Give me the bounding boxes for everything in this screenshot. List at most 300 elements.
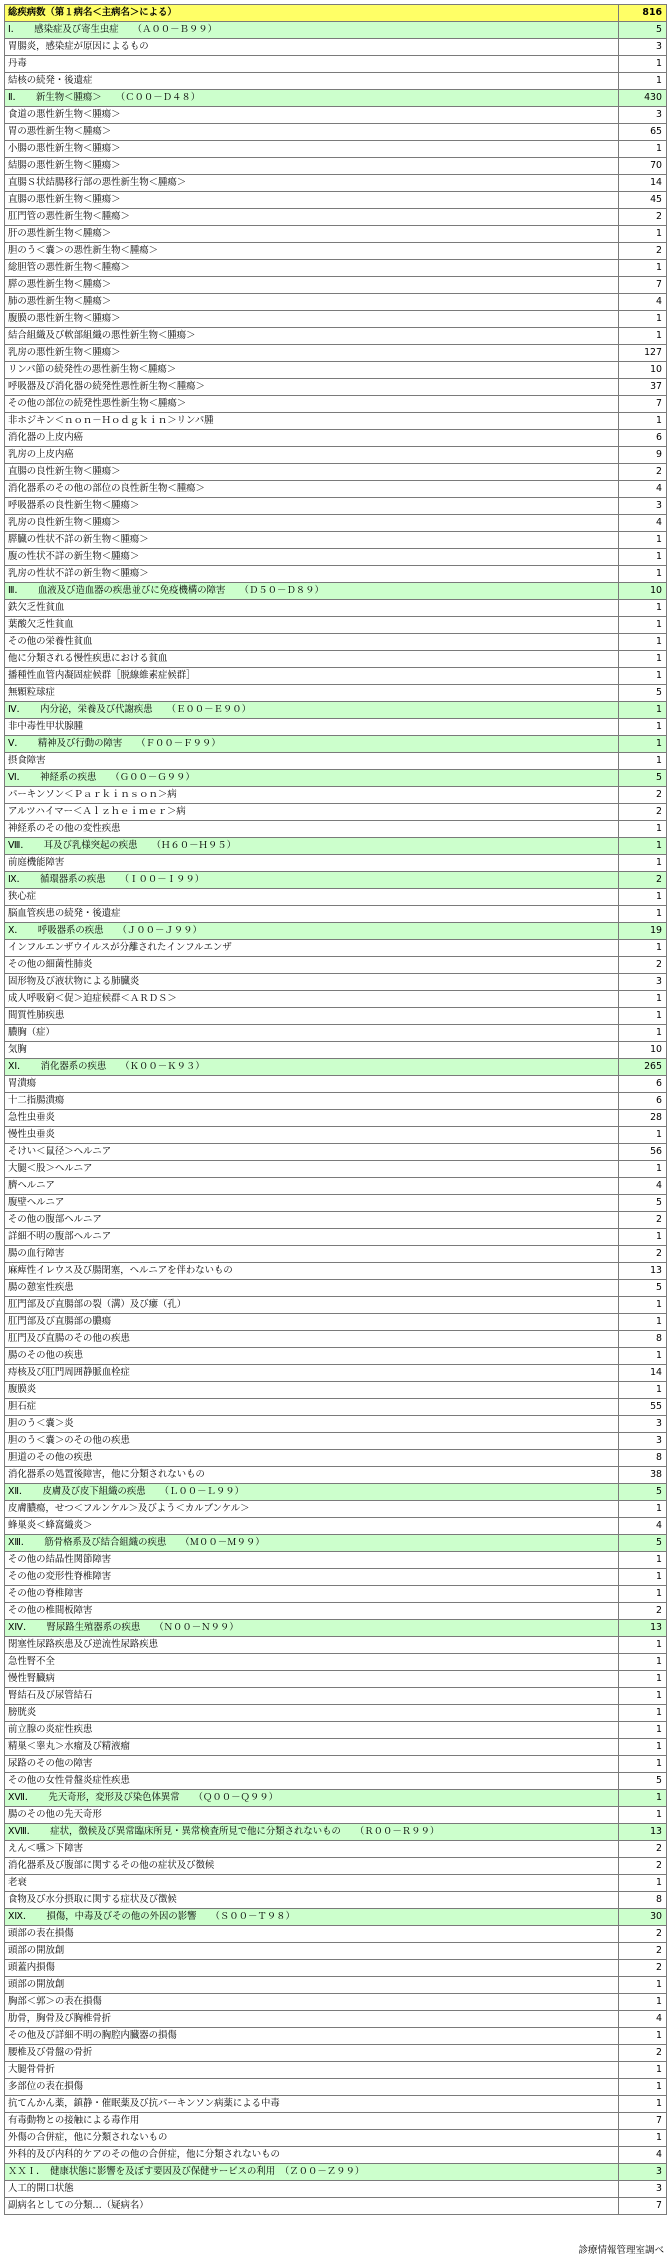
chapter-row (5, 702, 667, 719)
disease-label: その他の栄養性貧血 (5, 634, 619, 651)
table-row (5, 1875, 667, 1892)
table-row (5, 39, 667, 56)
table-row (5, 1586, 667, 1603)
table-row (5, 362, 667, 379)
case-count: 816 (619, 5, 667, 22)
table-row (5, 328, 667, 345)
chapter-row (5, 583, 667, 600)
total-row (5, 5, 667, 22)
table-row (5, 600, 667, 617)
case-count: 1 (619, 838, 667, 855)
case-count: 1 (619, 1025, 667, 1042)
statistics-sheet (4, 4, 666, 2215)
disease-label: 非ホジキン＜ｎｏｎ－Ｈｏｄｇｋｉｎ＞リンパ腫 (5, 413, 619, 430)
case-count: 4 (619, 481, 667, 498)
chapter-row (5, 1824, 667, 1841)
case-count: 1 (619, 1977, 667, 1994)
table-row (5, 277, 667, 294)
case-count: 4 (619, 1518, 667, 1535)
case-count: 55 (619, 1399, 667, 1416)
disease-label: 胃腸炎，感染症が原因によるもの (5, 39, 619, 56)
case-count: 1 (619, 906, 667, 923)
table-row (5, 1365, 667, 1382)
table-row (5, 124, 667, 141)
table-row (5, 498, 667, 515)
case-count: 9 (619, 447, 667, 464)
chapter-row (5, 1620, 667, 1637)
case-count: 1 (619, 1722, 667, 1739)
table-row (5, 209, 667, 226)
table-row (5, 991, 667, 1008)
case-count: 7 (619, 2198, 667, 2215)
table-row (5, 243, 667, 260)
table-row (5, 260, 667, 277)
case-count: 10 (619, 1042, 667, 1059)
case-count: 3 (619, 107, 667, 124)
table-row (5, 413, 667, 430)
case-count: 3 (619, 1416, 667, 1433)
case-count: 14 (619, 175, 667, 192)
table-row (5, 430, 667, 447)
case-count: 1 (619, 1008, 667, 1025)
case-count: 2 (619, 243, 667, 260)
case-count: 1 (619, 328, 667, 345)
disease-label: 胆石症 (5, 1399, 619, 1416)
disease-label: 気胸 (5, 1042, 619, 1059)
disease-label: 胆道のその他の疾患 (5, 1450, 619, 1467)
case-count: 1 (619, 141, 667, 158)
chapter-row (5, 90, 667, 107)
case-count: 2 (619, 209, 667, 226)
disease-label: ⅩⅡ． 皮膚及び皮下組織の疾患 （Ｌ００－Ｌ９９） (5, 1484, 619, 1501)
disease-label: 膵の悪性新生物＜腫瘍＞ (5, 277, 619, 294)
disease-label: 非中毒性甲状腺腫 (5, 719, 619, 736)
table-row (5, 464, 667, 481)
disease-label: 乳房の性状不詳の新生物＜腫瘍＞ (5, 566, 619, 583)
table-row (5, 1399, 667, 1416)
case-count: 1 (619, 1297, 667, 1314)
disease-label: 消化器の上皮内癌 (5, 430, 619, 447)
disease-label: Ⅸ． 循環器系の疾患 （Ｉ００－Ｉ９９） (5, 872, 619, 889)
table-row (5, 1841, 667, 1858)
case-count: 127 (619, 345, 667, 362)
disease-label: 腸の憩室性疾患 (5, 1280, 619, 1297)
disease-label: パーキンソン＜Ｐａｒｋｉｎｓｏｎ＞病 (5, 787, 619, 804)
case-count: 1 (619, 413, 667, 430)
table-row (5, 1501, 667, 1518)
table-row (5, 1603, 667, 1620)
table-row (5, 192, 667, 209)
case-count: 3 (619, 2164, 667, 2181)
table-row (5, 1926, 667, 1943)
disease-label: 頭蓋内損傷 (5, 1960, 619, 1977)
chapter-row (5, 770, 667, 787)
case-count: 2 (619, 1960, 667, 1977)
case-count: 3 (619, 1433, 667, 1450)
case-count: 4 (619, 2011, 667, 2028)
table-row (5, 1127, 667, 1144)
table-row (5, 379, 667, 396)
disease-label: 丹毒 (5, 56, 619, 73)
table-row (5, 1722, 667, 1739)
disease-label: その他の細菌性肺炎 (5, 957, 619, 974)
disease-label: 副病名としての分類…（疑病名） (5, 2198, 619, 2215)
disease-label: 乳房の上皮内癌 (5, 447, 619, 464)
case-count: 38 (619, 1467, 667, 1484)
chapter-row (5, 22, 667, 39)
table-row (5, 141, 667, 158)
table-row (5, 1382, 667, 1399)
disease-label: 胸部＜郭＞の表在損傷 (5, 1994, 619, 2011)
case-count: 1 (619, 1739, 667, 1756)
disease-label: 外科的及び内科的ケアのその他の合併症，他に分類されないもの (5, 2147, 619, 2164)
case-count: 1 (619, 1705, 667, 1722)
disease-label: その他の腹部ヘルニア (5, 1212, 619, 1229)
table-row (5, 634, 667, 651)
case-count: 1 (619, 1756, 667, 1773)
disease-label: 直腸Ｓ状結腸移行部の悪性新生物＜腫瘍＞ (5, 175, 619, 192)
disease-label: ⅩⅧ． 症状，徴候及び異常臨床所見・異常検査所見で他に分類されないもの （Ｒ００－Ｒ９９） (5, 1824, 619, 1841)
case-count: 3 (619, 498, 667, 515)
case-count: 7 (619, 277, 667, 294)
table-row (5, 175, 667, 192)
disease-label: 前庭機能障害 (5, 855, 619, 872)
table-row (5, 1671, 667, 1688)
case-count: 7 (619, 396, 667, 413)
disease-label: 有毒動物との接触による毒作用 (5, 2113, 619, 2130)
disease-label: 抗てんかん薬，鎮静・催眠薬及び抗パーキンソン病薬による中毒 (5, 2096, 619, 2113)
case-count: 2 (619, 872, 667, 889)
disease-label: 急性虫垂炎 (5, 1110, 619, 1127)
table-row (5, 1773, 667, 1790)
table-row (5, 566, 667, 583)
table-row (5, 1246, 667, 1263)
disease-label: 肺の悪性新生物＜腫瘍＞ (5, 294, 619, 311)
case-count: 4 (619, 294, 667, 311)
disease-label: えん＜嚥＞下障害 (5, 1841, 619, 1858)
disease-label: ⅩⅨ． 損傷，中毒及びその他の外因の影響 （Ｓ００－Ｔ９８） (5, 1909, 619, 1926)
case-count: 3 (619, 2181, 667, 2198)
disease-label: 胆のう＜嚢＞のその他の疾患 (5, 1433, 619, 1450)
table-row (5, 1025, 667, 1042)
disease-label: 大腿骨骨折 (5, 2062, 619, 2079)
case-count: 1 (619, 651, 667, 668)
disease-label: 結核の続発・後遺症 (5, 73, 619, 90)
case-count: 1 (619, 1161, 667, 1178)
table-row (5, 345, 667, 362)
case-count: 5 (619, 685, 667, 702)
case-count: 1 (619, 260, 667, 277)
disease-label: 十二指腸潰瘍 (5, 1093, 619, 1110)
case-count: 6 (619, 430, 667, 447)
disease-label: 成人呼吸窮＜促＞迫症候群＜ＡＲＤＳ＞ (5, 991, 619, 1008)
case-count: 5 (619, 1484, 667, 1501)
chapter-row (5, 736, 667, 753)
disease-label: 腸の血行障害 (5, 1246, 619, 1263)
case-count: 1 (619, 1671, 667, 1688)
table-row (5, 855, 667, 872)
disease-label: その他の結晶性関節障害 (5, 1552, 619, 1569)
disease-label: 腰椎及び骨盤の骨折 (5, 2045, 619, 2062)
disease-label: 脳血管疾患の続発・後遺症 (5, 906, 619, 923)
disease-label: 蜂巣炎＜蜂窩織炎＞ (5, 1518, 619, 1535)
disease-label: 腹の性状不詳の新生物＜腫瘍＞ (5, 549, 619, 566)
disease-label: 膵臓の性状不詳の新生物＜腫瘍＞ (5, 532, 619, 549)
disease-label: 直腸の悪性新生物＜腫瘍＞ (5, 192, 619, 209)
table-row (5, 1331, 667, 1348)
table-row (5, 2028, 667, 2045)
disease-label: Ⅲ． 血液及び造血器の疾患並びに免疫機構の障害 （Ｄ５０－Ｄ８９） (5, 583, 619, 600)
case-count: 2 (619, 1841, 667, 1858)
table-row (5, 226, 667, 243)
disease-label: 肛門及び直腸のその他の疾患 (5, 1331, 619, 1348)
chapter-row (5, 2164, 667, 2181)
disease-label: 鉄欠乏性貧血 (5, 600, 619, 617)
table-row (5, 1467, 667, 1484)
disease-label: 胃の悪性新生物＜腫瘍＞ (5, 124, 619, 141)
case-count: 4 (619, 2147, 667, 2164)
case-count: 8 (619, 1892, 667, 1909)
case-count: 1 (619, 1127, 667, 1144)
table-row (5, 2198, 667, 2215)
table-row (5, 940, 667, 957)
disease-label: その他及び詳細不明の胸腔内臓器の損傷 (5, 2028, 619, 2045)
case-count: 2 (619, 1212, 667, 1229)
disease-label: 間質性肺疾患 (5, 1008, 619, 1025)
disease-label: 膿胸（症） (5, 1025, 619, 1042)
disease-label: ⅩⅠ． 消化器系の疾患 （Ｋ００－Ｋ９３） (5, 1059, 619, 1076)
table-row (5, 294, 667, 311)
disease-label: 頭部の開放創 (5, 1977, 619, 1994)
case-count: 5 (619, 1535, 667, 1552)
table-row (5, 685, 667, 702)
case-count: 265 (619, 1059, 667, 1076)
disease-label: 老衰 (5, 1875, 619, 1892)
table-row (5, 2130, 667, 2147)
disease-label: 肝の悪性新生物＜腫瘍＞ (5, 226, 619, 243)
disease-label: 皮膚膿瘍，せつ＜フルンケル＞及びよう＜カルブンケル＞ (5, 1501, 619, 1518)
disease-label: 頭部の表在損傷 (5, 1926, 619, 1943)
table-row (5, 957, 667, 974)
case-count: 1 (619, 1790, 667, 1807)
case-count: 2 (619, 464, 667, 481)
disease-label: 外傷の合併症，他に分類されないもの (5, 2130, 619, 2147)
chapter-row (5, 1535, 667, 1552)
case-count: 3 (619, 39, 667, 56)
disease-label: 腹膜の悪性新生物＜腫瘍＞ (5, 311, 619, 328)
table-row (5, 1518, 667, 1535)
table-row (5, 1348, 667, 1365)
disease-label: その他の女性骨盤炎症性疾患 (5, 1773, 619, 1790)
case-count: 1 (619, 702, 667, 719)
table-row (5, 2181, 667, 2198)
disease-label: 肛門部及び直腸部の裂（溝）及び瘻（孔） (5, 1297, 619, 1314)
disease-label: 消化器系のその他の部位の良性新生物＜腫瘍＞ (5, 481, 619, 498)
disease-label: 総疾病数（第１病名＜主病名＞による） (5, 5, 619, 22)
chapter-row (5, 923, 667, 940)
disease-label: 結合組織及び軟部組織の悪性新生物＜腫瘍＞ (5, 328, 619, 345)
table-row (5, 2113, 667, 2130)
disease-label: 前立腺の炎症性疾患 (5, 1722, 619, 1739)
case-count: 2 (619, 804, 667, 821)
table-row (5, 56, 667, 73)
table-row (5, 1654, 667, 1671)
case-count: 1 (619, 1348, 667, 1365)
case-count: 6 (619, 1076, 667, 1093)
case-count: 1 (619, 1382, 667, 1399)
case-count: 10 (619, 583, 667, 600)
disease-label: Ⅱ． 新生物＜腫瘍＞ （Ｃ００－Ｄ４８） (5, 90, 619, 107)
case-count: 1 (619, 600, 667, 617)
table-row (5, 1450, 667, 1467)
disease-label: リンパ節の続発性の悪性新生物＜腫瘍＞ (5, 362, 619, 379)
case-count: 2 (619, 1858, 667, 1875)
table-row (5, 1229, 667, 1246)
case-count: 1 (619, 821, 667, 838)
case-count: 5 (619, 1195, 667, 1212)
disease-label: 人工的開口状態 (5, 2181, 619, 2198)
case-count: 70 (619, 158, 667, 175)
case-count: 2 (619, 1926, 667, 1943)
case-count: 1 (619, 617, 667, 634)
disease-label: 急性腎不全 (5, 1654, 619, 1671)
table-row (5, 107, 667, 124)
case-count: 1 (619, 1552, 667, 1569)
case-count: 65 (619, 124, 667, 141)
table-row (5, 73, 667, 90)
case-count: 7 (619, 2113, 667, 2130)
disease-label: 慢性虫垂炎 (5, 1127, 619, 1144)
table-row (5, 1977, 667, 1994)
chapter-row (5, 838, 667, 855)
table-row (5, 1212, 667, 1229)
case-count: 13 (619, 1824, 667, 1841)
disease-label: 慢性腎臓病 (5, 1671, 619, 1688)
table-row (5, 1093, 667, 1110)
case-count: 1 (619, 668, 667, 685)
case-count: 1 (619, 2079, 667, 2096)
case-count: 2 (619, 1603, 667, 1620)
table-row (5, 889, 667, 906)
table-row (5, 821, 667, 838)
case-count: 5 (619, 1280, 667, 1297)
case-count: 30 (619, 1909, 667, 1926)
table-row (5, 719, 667, 736)
disease-label: 固形物及び液状物による肺臓炎 (5, 974, 619, 991)
disease-label: 尿路のその他の障害 (5, 1756, 619, 1773)
case-count: 1 (619, 1501, 667, 1518)
table-row (5, 1280, 667, 1297)
disease-label: 腹壁ヘルニア (5, 1195, 619, 1212)
chapter-row (5, 1484, 667, 1501)
case-count: 1 (619, 2028, 667, 2045)
table-row (5, 1552, 667, 1569)
case-count: 1 (619, 226, 667, 243)
case-count: 1 (619, 1637, 667, 1654)
case-count: 1 (619, 634, 667, 651)
case-count: 1 (619, 1994, 667, 2011)
table-row (5, 1569, 667, 1586)
disease-label: 胆のう＜嚢＞の悪性新生物＜腫瘍＞ (5, 243, 619, 260)
disease-label: 痔核及び肛門周囲静脈血栓症 (5, 1365, 619, 1382)
case-count: 10 (619, 362, 667, 379)
table-row (5, 2147, 667, 2164)
table-row (5, 906, 667, 923)
disease-label: 結腸の悪性新生物＜腫瘍＞ (5, 158, 619, 175)
disease-label: ⅩⅢ． 筋骨格系及び結合組織の疾患 （Ｍ００－Ｍ９９） (5, 1535, 619, 1552)
table-row (5, 804, 667, 821)
case-count: 5 (619, 22, 667, 39)
case-count: 19 (619, 923, 667, 940)
case-count: 28 (619, 1110, 667, 1127)
disease-label: その他の脊椎障害 (5, 1586, 619, 1603)
case-count: 1 (619, 753, 667, 770)
case-count: 1 (619, 1688, 667, 1705)
case-count: 1 (619, 855, 667, 872)
disease-label: 食道の悪性新生物＜腫瘍＞ (5, 107, 619, 124)
disease-label: 肛門管の悪性新生物＜腫瘍＞ (5, 209, 619, 226)
case-count: 1 (619, 73, 667, 90)
table-row (5, 396, 667, 413)
table-row (5, 1178, 667, 1195)
disease-label: 呼吸器及び消化器の続発性悪性新生物＜腫瘍＞ (5, 379, 619, 396)
case-count: 4 (619, 515, 667, 532)
case-count: 1 (619, 940, 667, 957)
table-row (5, 1807, 667, 1824)
disease-label: 胃潰瘍 (5, 1076, 619, 1093)
table-row (5, 2011, 667, 2028)
case-count: 5 (619, 1773, 667, 1790)
case-count: 1 (619, 1229, 667, 1246)
case-count: 3 (619, 974, 667, 991)
table-row (5, 311, 667, 328)
table-row (5, 549, 667, 566)
case-count: 6 (619, 1093, 667, 1110)
table-row (5, 668, 667, 685)
disease-label: Ⅴ． 精神及び行動の障害 （Ｆ００－Ｆ９９） (5, 736, 619, 753)
case-count: 8 (619, 1450, 667, 1467)
case-count: 14 (619, 1365, 667, 1382)
table-row (5, 1705, 667, 1722)
table-row (5, 1110, 667, 1127)
disease-label: 無顆粒球症 (5, 685, 619, 702)
case-count: 2 (619, 1943, 667, 1960)
disease-label: ⅩⅦ． 先天奇形，変形及び染色体異常 （Ｑ００－Ｑ９９） (5, 1790, 619, 1807)
chapter-row (5, 872, 667, 889)
disease-label: 播種性血管内凝固症候群［脱線維素症候群］ (5, 668, 619, 685)
case-count: 37 (619, 379, 667, 396)
disease-label: 他に分類される慢性疾患における貧血 (5, 651, 619, 668)
disease-label: ⅩⅣ． 腎尿路生殖器系の疾患 （Ｎ００－Ｎ９９） (5, 1620, 619, 1637)
case-count: 430 (619, 90, 667, 107)
disease-label: 乳房の悪性新生物＜腫瘍＞ (5, 345, 619, 362)
case-count: 13 (619, 1620, 667, 1637)
table-row (5, 1688, 667, 1705)
table-row (5, 1144, 667, 1161)
disease-label: 臍ヘルニア (5, 1178, 619, 1195)
table-row (5, 1297, 667, 1314)
table-row (5, 1042, 667, 1059)
case-count: 1 (619, 1314, 667, 1331)
table-row (5, 1263, 667, 1280)
disease-label: アルツハイマー＜Ａｌｚｈｅｉｍｅｒ＞病 (5, 804, 619, 821)
table-row (5, 1994, 667, 2011)
disease-label: 膀胱炎 (5, 1705, 619, 1722)
case-count: 1 (619, 311, 667, 328)
table-row (5, 2062, 667, 2079)
table-row (5, 651, 667, 668)
disease-label: 閉塞性尿路疾患及び逆流性尿路疾患 (5, 1637, 619, 1654)
